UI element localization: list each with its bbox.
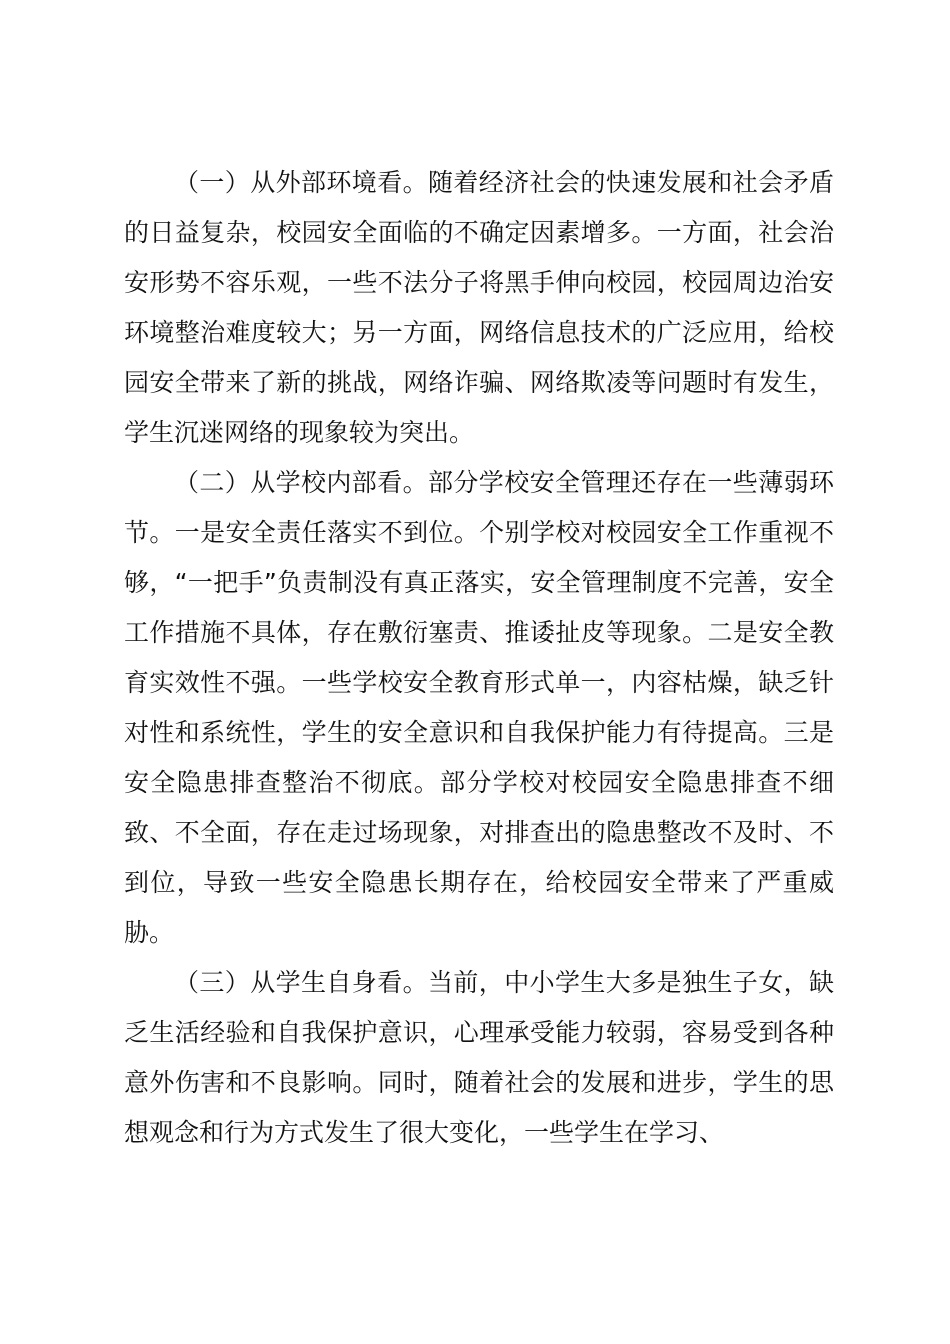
document-body xyxy=(124,158,834,1158)
paragraph-external-environment: （一）从外部环境看。随着经济社会的快速发展和社会矛盾的日益复杂，校园安全面临的不确定因素增多。一方面，社会治安形势不容乐观，一些不法分子将黑手伸向校园，校园周边治安环境整治难度较大；另一方面，网络信息技术的广泛应用，给校园安全带来了新的挑战，网络诈骗、网络欺凌等问题时有发生，学生沉迷网络的现象较为突出。 xyxy=(124,168,834,447)
paragraph-student-self: （三）从学生自身看。当前，中小学生大多是独生子女，缺乏生活经验和自我保护意识，心理承受能力较弱，容易受到各种意外伤害和不良影响。同时，随着社会的发展和进步，学生的思想观念和行为方式发生了很大变化，一些学生在学习、 xyxy=(124,968,834,1147)
paragraph-school-internal: （二）从学校内部看。部分学校安全管理还存在一些薄弱环节。一是安全责任落实不到位。个别学校对校园安全工作重视不够，“一把手”负责制没有真正落实，安全管理制度不完善，安全工作措施不具体，存在敷衍塞责、推诿扯皮等现象。二是安全教育实效性不强。一些学校安全教育形式单一，内容枯燥，缺乏针对性和系统性，学生的安全意识和自我保护能力有待提高。三是安全隐患排查整治不彻底。部分学校对校园安全隐患排查不细致、不全面，存在走过场现象，对排查出的隐患整改不及时、不到位，导致一些安全隐患长期存在，给校园安全带来了严重威胁。 xyxy=(124,468,834,947)
